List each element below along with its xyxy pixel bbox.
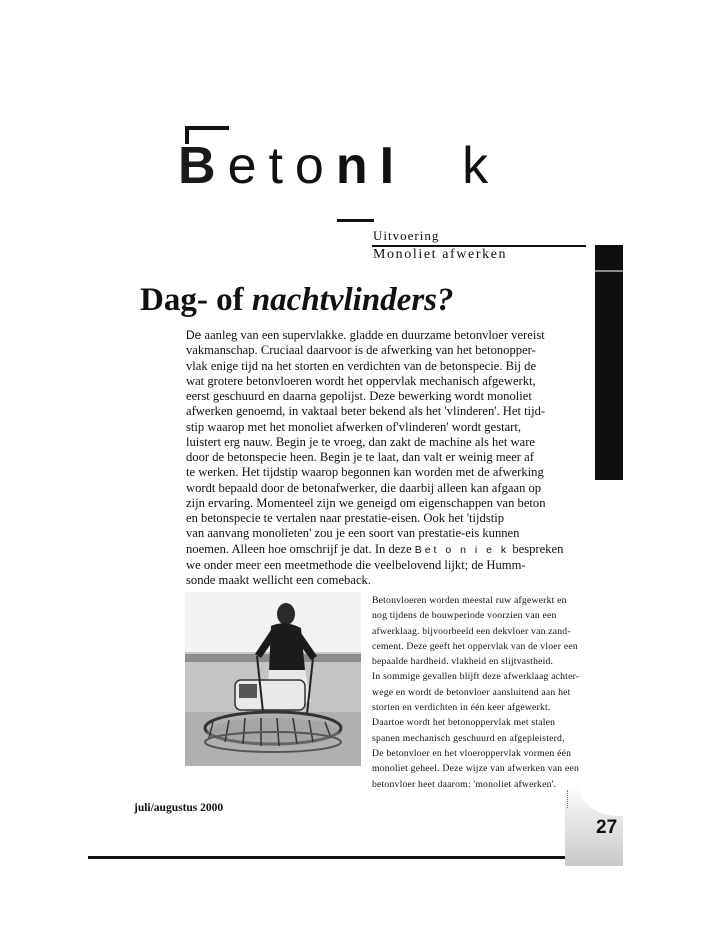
masthead-part-1: B	[178, 137, 228, 195]
caption-line: storten en verdichten in één keer afgewerkt.	[372, 702, 551, 714]
masthead-part-3: nI	[335, 137, 407, 195]
caption-line: nog tijdens de bouwperiode voorzien van een	[372, 610, 557, 622]
masthead-part-4: k	[462, 137, 501, 195]
masthead-title	[178, 136, 500, 196]
caption-line: wege en wordt de betonvloer aansluitend aan het	[372, 686, 571, 698]
masthead-part-2: eto	[227, 137, 336, 195]
issue-date: juli/augustus 2000	[134, 802, 224, 814]
body-line: eerst geschuurd en daarna gepolijst. Deze bewerking wordt monoliet	[186, 389, 532, 403]
caption-line: cement. Deze geeft het oppervlak van de vloer een	[372, 640, 578, 652]
caption-line: betonvloer heet daarom: 'monoliet afwerken'.	[372, 778, 557, 790]
body-line: zijn ervaring. Momenteel zijn we geneigd om eigenschappen van beton	[186, 495, 546, 510]
side-bar	[595, 245, 623, 480]
masthead-rule	[185, 126, 229, 130]
caption-line: Daartoe wordt het betonoppervlak met stalen	[372, 717, 556, 729]
body-line: van aanvang monolieten' zou je een soort van prestatie-eis kunnen	[186, 526, 520, 541]
body-line: noemen. Alleen hoe omschrijf je dat. In deze Bet o n i e k bespreken	[186, 541, 564, 556]
headline-lead: Dag- of	[140, 282, 244, 318]
body-line: door de betonspecie heen. Begin je te laat, dan valt er weinig meer af	[186, 450, 534, 464]
body-line: we onder meer een meetmethode die veelbelovend lijkt; de Humm-	[186, 557, 526, 572]
body-line: te werken. Het tijdstip waarop begonnen kan worden met de afwerking	[186, 465, 544, 480]
section-subtitle: Monoliet afwerken	[373, 247, 508, 262]
caption-line: In sommige gevallen blijft deze afwerklaag achter-	[372, 671, 580, 683]
caption-line: Betonvloeren worden meestal ruw afgewerkt en	[372, 595, 567, 606]
body-line: wordt bepaald door de betonafwerker, die daarbij alleen kan afgaan op	[186, 480, 542, 495]
tab-marks	[567, 790, 572, 808]
section-dash	[337, 219, 374, 222]
body-line: stip waarop met het monoliet afwerken of'vlinderen' wordt gestart,	[186, 419, 522, 434]
caption-line: bepaalde hardheid. vlakheid en slijtvastheid.	[372, 656, 554, 668]
body-line: afwerken genoemd, in vaktaal beter bekend als het 'vlinderen'. Het tijd-	[186, 404, 546, 419]
magazine-name-inline: Bet o n i e k	[414, 543, 510, 556]
caption-line: monoliet geheel. Deze wijze van afwerken van een	[372, 763, 580, 775]
caption-line: afwerklaag. bijvoorbeeld een dekvloer van zand-	[372, 625, 571, 637]
caption-line: De betonvloer en het vloeroppervlak vormen één	[372, 747, 572, 759]
photo-caption	[372, 593, 594, 792]
body-line: luistert erg nauw. Begin je te vroeg, dan zakt de machine als het ware	[186, 434, 535, 449]
body-drop: De	[186, 328, 202, 342]
caption-line: spanen mechanisch geschuurd en afgepleisterd,	[372, 732, 565, 744]
page-number: 27	[596, 817, 618, 838]
article-body	[186, 328, 568, 588]
body-line: vlak enige tijd na het storten en verdichten van de betonspecie. Bij de	[186, 358, 537, 373]
section-label: Uitvoering	[373, 228, 440, 243]
body-line: wat grotere betonvloeren wordt het oppervlak mechanisch afgewerkt,	[186, 373, 536, 388]
body-line: De aanleg van een supervlakke. gladde en duurzame betonvloer vereist	[186, 328, 545, 342]
footer-rule	[88, 856, 566, 859]
body-line: sonde maakt wellicht een comeback.	[186, 573, 371, 587]
body-line: vakmanschap. Cruciaal daarvoor is de afwerking van het betonopper-	[186, 343, 536, 358]
body-line: en betonspecie te vertalen naar prestatie-eisen. Ook het 'tijdstip	[186, 511, 505, 525]
article-headline	[140, 282, 454, 319]
headline-italic: nachtvlinders?	[251, 282, 454, 318]
trowel-photo	[185, 592, 361, 766]
